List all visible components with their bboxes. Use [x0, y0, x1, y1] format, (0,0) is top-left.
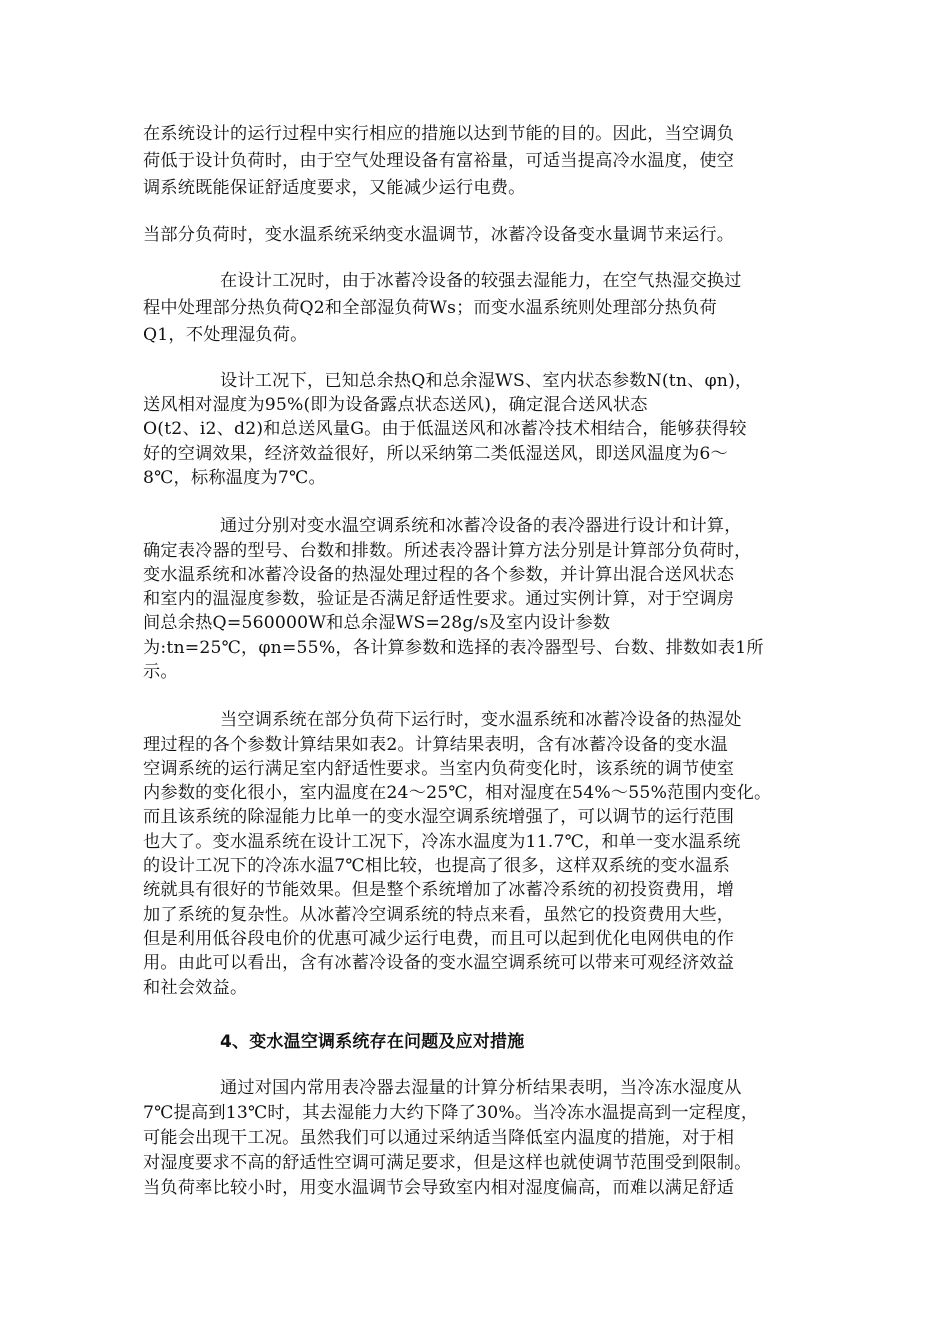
text-line: 对湿度要求不高的舒适性空调可满足要求，但是这样也就使调节范围受到限制。: [143, 1153, 752, 1173]
text-line: 统就具有很好的节能效果。但是整个系统增加了冰蓄冷系统的初投资费用，增: [143, 880, 735, 900]
text-line: 8℃，标称温度为7℃。: [143, 468, 326, 488]
text-line: 通过分别对变水温空调系统和冰蓄冷设备的表冷器进行设计和计算，: [220, 516, 742, 536]
text-line: 空调系统的运行满足室内舒适性要求。当室内负荷变化时，该系统的调节使室: [143, 759, 735, 779]
text-line: 荷低于设计负荷时，由于空气处理设备有富裕量，可适当提高冷水温度，使空: [143, 151, 735, 171]
text-line: 的设计工况下的冷冻水温7℃相比较，也提高了很多，这样双系统的变水温系: [143, 856, 730, 876]
text-line: 而且该系统的除湿能力比单一的变水湿空调系统增强了，可以调节的运行范围: [143, 807, 735, 827]
text-line: 通过对国内常用表冷器去湿量的计算分析结果表明，当冷冻水湿度从: [220, 1078, 742, 1098]
text-line: 内参数的变化很小，室内温度在24～25℃，相对湿度在54%～55%范围内变化。: [143, 783, 772, 803]
text-line: 7℃提高到13℃时，其去湿能力大约下降了30%。当冷冻水温提高到一定程度，: [143, 1103, 759, 1123]
text-line: 当部分负荷时，变水温系统采纳变水温调节，冰蓄冷设备变水量调节来运行。: [143, 225, 735, 245]
text-line: 好的空调效果，经济效益很好，所以采纳第二类低湿送风，即送风温度为6～: [143, 444, 728, 464]
text-line: 当空调系统在部分负荷下运行时，变水温系统和冰蓄冷设备的热湿处: [220, 710, 742, 730]
text-line: Q1，不处理湿负荷。: [143, 325, 308, 345]
text-line: 在系统设计的运行过程中实行相应的措施以达到节能的目的。因此，当空调负: [143, 124, 735, 144]
text-line: 和社会效益。: [143, 978, 248, 998]
text-line: 当负荷率比较小时，用变水温调节会导致室内相对湿度偏高，而难以满足舒适: [143, 1178, 735, 1198]
text-line: 也大了。变水温系统在设计工况下，冷冻水温度为11.7℃，和单一变水温系统: [143, 832, 741, 852]
section-heading: 4、变水温空调系统存在问题及应对措施: [220, 1032, 525, 1052]
text-line: O(t2、i2、d2)和总送风量G。由于低温送风和冰蓄冷技术相结合，能够获得较: [143, 419, 747, 439]
text-line: 但是利用低谷段电价的优惠可减少运行电费，而且可以起到优化电网供电的作: [143, 929, 735, 949]
text-line: 加了系统的复杂性。从冰蓄冷空调系统的特点来看，虽然它的投资费用大些，: [143, 905, 735, 925]
text-line: 设计工况下，已知总余热Q和总余湿WS、室内状态参数N(tn、φn)，: [220, 371, 753, 391]
text-line: 理过程的各个参数计算结果如表2。计算结果表明，含有冰蓄冷设备的变水温: [143, 735, 728, 755]
text-line: 确定表冷器的型号、台数和排数。所述表冷器计算方法分别是计算部分负荷时，: [143, 541, 752, 561]
text-line: 间总余热Q=560000W和总余湿WS=28g/s及室内设计参数: [143, 613, 611, 633]
text-line: 变水温系统和冰蓄冷设备的热湿处理过程的各个参数，并计算出混合送风状态: [143, 565, 735, 585]
text-line: 用。由此可以看出，含有冰蓄冷设备的变水温空调系统可以带来可观经济效益: [143, 953, 735, 973]
text-line: 在设计工况时，由于冰蓄冷设备的较强去湿能力，在空气热湿交换过: [220, 271, 742, 291]
text-line: 示。: [143, 662, 178, 682]
text-line: 程中处理部分热负荷Q2和全部湿负荷Ws；而变水温系统则处理部分热负荷: [143, 298, 717, 318]
text-line: 调系统既能保证舒适度要求，又能减少运行电费。: [143, 178, 526, 198]
text-line: 可能会出现干工况。虽然我们可以通过采纳适当降低室内温度的措施，对于相: [143, 1128, 735, 1148]
text-line: 和室内的温湿度参数，验证是否满足舒适性要求。通过实例计算，对于空调房: [143, 589, 735, 609]
text-line: 送风相对湿度为95%(即为设备露点状态送风)，确定混合送风状态: [143, 395, 648, 415]
text-line: 为:tn=25℃，φn=55%，各计算参数和选择的表冷器型号、台数、排数如表1所: [143, 638, 764, 658]
